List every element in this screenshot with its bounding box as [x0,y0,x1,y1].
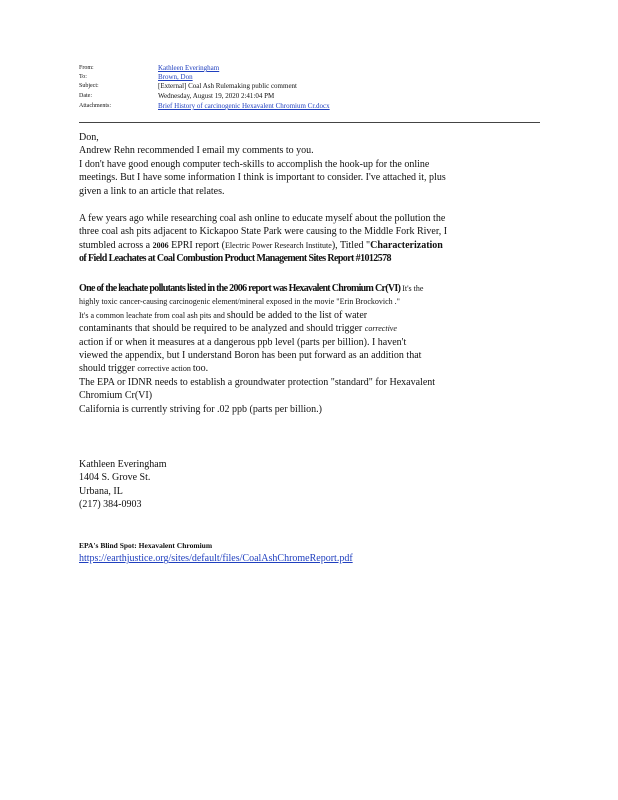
to-link[interactable]: Brown, Don [158,73,193,81]
report-title: of Field Leachates at Coal Combustion Product Management Sites Report #1012578 [79,253,391,265]
to-label: To: [79,74,87,80]
from-link[interactable]: Kathleen Everingham [158,64,220,72]
body-line: given a link to an article that relates. [79,185,225,197]
body-line: I don't have good enough computer tech-skills to accomplish the hook-up for the online [79,158,430,170]
email-body-paragraph-2 [79,212,541,266]
text-span: corrective action [137,364,193,374]
date-value: Wednesday, August 19, 2020 2:41:04 PM [158,92,275,100]
email-body-paragraph-3 [79,282,541,416]
body-line: action if or when it measures at a dangerous ppb level (parts per billion). I haven't [79,336,407,348]
reference-block [79,539,541,566]
body-line: viewed the appendix, but I understand Boron has been put forward as an addition that [79,350,422,362]
body-line [79,309,541,322]
body-line [79,282,541,295]
body-line: three coal ash pits adjacent to Kickapoo State Park were causing to the Middle Fork River, I [79,226,448,238]
text-span: ), Titled " [331,239,371,251]
from-label: From: [79,65,94,71]
email-body-intro [79,131,541,198]
signature-block [79,458,541,512]
body-line: meetings. But I have some information I think is important to consider. I've attached it, plus [79,172,446,184]
text-span: It's the [400,284,424,293]
subject-value: [External] Coal Ash Rulemaking public comment [158,82,297,90]
body-line: A few years ago while researching coal ash online to educate myself about the pollution the [79,213,446,224]
body-line: The EPA or IDNR needs to establish a groundwater protection "standard" for Hexavalent [79,376,436,388]
reference-link[interactable]: https://earthjustice.org/sites/default/files/CoalAshChromeReport.pdf [79,553,353,565]
date-label: Date: [79,93,92,99]
body-line [79,239,541,252]
signature-street: 1404 S. Grove St. [79,472,151,484]
body-line: Chromium Cr(VI) [79,390,153,402]
header-divider [79,122,540,123]
body-line [79,362,541,375]
report-year: 2006 [152,240,169,250]
report-title-start: Characterization [370,239,443,251]
text-span: contaminants that should be required to be analyzed and should trigger [79,323,363,335]
reference-title: EPA's Blind Spot: Hexavalent Chromium [79,541,213,550]
text-span: It's a common leachate from coal ash pits and [79,310,227,320]
attachments-label: Attachments: [79,103,111,109]
text-span: too. [192,363,209,375]
body-line: Andrew Rehn recommended I email my comments to you. [79,145,314,157]
body-line [79,322,541,335]
text-span: should trigger [79,363,138,375]
subject-label: Subject: [79,83,99,89]
greeting: Don, [79,132,99,143]
text-span: stumbled across a [79,239,153,251]
text-span: should be added to the list of water [226,309,368,321]
body-line: California is currently striving for .02 ppb (parts per billion.) [79,403,323,415]
institute-name: Electric Power Research Institute [224,240,332,250]
body-line: highly toxic cancer-causing carcinogenic element/mineral exposed in the movie "Erin Brockovich ." [79,297,400,307]
text-span: EPRI report ( [168,239,225,251]
signature-city: Urbana, IL [79,485,123,497]
text-span: corrective [364,324,397,334]
pollutant-statement: One of the leachate pollutants listed in the 2006 report was Hexavalent Chromium Cr(VI) [79,283,401,294]
signature-phone: (217) 384-0903 [79,499,142,511]
attachment-link[interactable]: Brief History of carcinogenic Hexavalent Chromium Cr.docx [158,102,330,110]
signature-name: Kathleen Everingham [79,459,167,470]
